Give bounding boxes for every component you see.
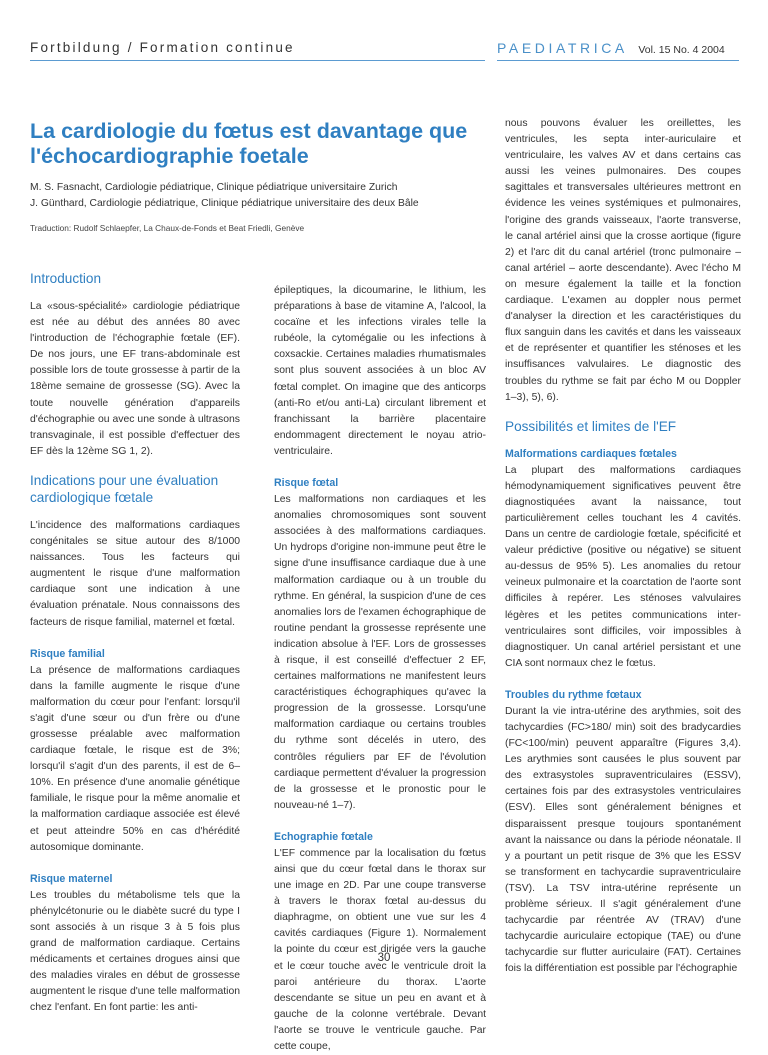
section-heading: Indications pour une évaluation cardiologique fœtale: [30, 472, 219, 505]
volume-info: Vol. 15 No. 4 2004: [638, 44, 725, 56]
paragraph: La plupart des malformations cardiaques hémodynamiquement significatives peuvent être diagnostiquées avant la naissance, tout particulièrement celles touchant les 4 cavités. Dans un centre de cardiologie fœtale, spécificité et valeur prédictive (positive ou négative) se situent au-dessus de 95% 5). Les anomalies du retour veineux pulmonaire et la coarctation de l'aorte sont difficiles à repérer. Les sténoses valvulaires légères et les petites communications inter-ventriculaires sont difficiles, voir impossibles à diagnostiquer. Un canal artériel persistant et une CIA sont normaux chez le fœtus.: [505, 464, 741, 669]
subsection-heading: Troubles du rythme fœtaux: [505, 688, 642, 701]
paragraph: épileptiques, la dicoumarine, le lithium, les préparations à base de vitamine A, l'alcool, la cocaïne et les infections virales telle la rubéole, la cytomégalie ou les infections à coxsackie. Certaines maladies rhumatismales sont plus souvent associées à un bloc AV fœtal complet. On imagine que des anticorps (anti-Ro et/ou anti-La) circulant librement et franchissant la barrière placentaire endommagent directement le noyau atrio-ventriculaire.: [274, 285, 486, 457]
paragraph: Durant la vie intra-utérine des arythmies, soit des tachycardies (FC>180/ min) soit des bradycardies (FC<100/min) peuvent apparaître (Figures 3,4). Les arythmies sont causées le plus souvent par des extrasystoles supraventriculaires (ESSV), certaines fois par des extrasystoles ventriculaires (ESV). Elles sont généralement bénignes et disparaissent presque toujours spontanément avant la naissance ou dans la période néonatale. Il y a pourtant un petit risque de 3% que les ESSV se transforment en tachycardie supraventriculaire (TSV). La TSV intra-utérine représente un problème sérieux. Il s'agit généralement d'une tachycardie par réentrée AV (TRAV) d'une tachycardie auriculaire ectopique (TAE) ou d'une tachycardie sur flutter auriculaire (FAT). Certaines fois la différentiation est possible par l'échographie: [505, 705, 741, 975]
paragraph: La «sous-spécialité» cardiologie pédiatrique est née au début des années 80 avec l'introduction de l'échographie fœtale (EF). De nos jours, une EF trans-abdominale est possible lors de toute grossesse à partir de la 18ème semaine de grossesse (SG). Avec la toute nouvelle génération d'appareils d'échographie ou avec une sonde à ultrasons transvaginale, il est possible d'effectuer des EF dès la 12ème SG 1, 2).: [30, 301, 240, 457]
translation-credit: Traduction: Rudolf Schlaepfer, La Chaux-de-Fonds et Beat Friedli, Genève: [30, 223, 305, 233]
section-heading: Introduction: [30, 271, 102, 286]
subsection-heading: Risque fœtal: [274, 477, 339, 490]
author-list: [30, 180, 490, 212]
journal-name: PAEDIATRICA: [497, 40, 628, 56]
column-1: [30, 270, 240, 1016]
paragraph: L'incidence des malformations cardiaques congénitales se situe autour des 8/1000 naissances. Tous les facteurs qui augmentent le risque d'une malformation cardiaque sont une indication à une évaluation prénatale. Nous connaissons des facteurs de risque familial, maternel et fœtal.: [30, 519, 240, 628]
subsection-heading: Echographie fœtale: [274, 830, 373, 843]
paragraph: L'EF commence par la localisation du fœtus ainsi que du cœur fœtal dans le thorax sur une image en 2D. Par une coupe transverse à travers le thorax fœtal au-dessus du diaphragme, on obtient une vue sur les 4 cavités cardiaques (Figure 1). Normalement la pointe du cœur est dirigée vers la gauche et le cœur touche avec le ventricule droit la paroi antérieure du thorax. L'aorte descendante se situe un peu en avant et à gauche de la colonne vertébrale. Devant l'aorte se trouve le ventricule gauche. Par cette coupe,: [274, 847, 486, 1053]
author-1: M. S. Fasnacht, Cardiologie pédiatrique, Clinique pédiatrique universitaire Zurich: [30, 182, 398, 193]
column-3: [505, 116, 741, 978]
column-2: [274, 283, 486, 1055]
subsection-heading: Risque maternel: [30, 872, 113, 885]
paragraph: Les malformations non cardiaques et les anomalies chromosomiques sont souvent associées à des malformations cardiaques. Un hydrops d'origine non-immune peut être le signe d'une insuffisance cardiaque due à une malformation cardiaque ou à un trouble du rythme. En général, la suspicion d'une de ces anomalies lors de l'examen échographique de routine pendant la grossesse représente une indication absolue à l'EF. Lors de grossesses à risque, il est conseillé d'effectuer 2 EF, certaines malformations ne manifestent leurs caractéristiques échographiques qu'avec la progression de la grossesse. Lorsqu'une malformation cardiaque ou certains troubles du rythme sont décelés in utero, des contrôles réguliers par EF de l'évolution cardiaque permettent d'évaluer la progression de la grossesse et le pronostic pour le nouveau-né 1–7).: [274, 494, 486, 811]
running-header-section: Fortbildung / Formation continue: [30, 40, 295, 55]
author-2: J. Günthard, Cardiologie pédiatrique, Clinique pédiatrique universitaire des deux Bâle: [30, 198, 419, 209]
paragraph: nous pouvons évaluer les oreillettes, les ventricules, les septa inter-auriculaire et ventriculaire, les valves AV et dans certains cas aussi les veines pulmonaires. Des coupes sagittales et transversales ultérieures mettront en évidence les veines systémiques et pulmonaires, l'origine des grands vaisseaux, l'aorte transverse, le canal artériel ainsi que la crosse aortique (figure 2) et l'arc dit du canal artériel (tronc pulmonaire – canal artériel – aorte descendante). Avec l'écho M on mesure également la taille et la fonction cardiaque. L'examen au doppler nous permet d'analyser la direction et les caractéristiques du flux sanguin dans les cavités et dans les vaisseaux et de représenter et quantifier les sténoses et les insuffisances valvulaires. Le diagnostic des troubles du rythme se fait par écho M ou Doppler 1–3), 5), 6).: [505, 118, 741, 403]
subsection-heading: Malformations cardiaques fœtales: [505, 447, 677, 460]
paragraph: Les troubles du métabolisme tels que la phénylcétonurie ou le diabète sucré du type I sont associés à un risque 3 à 5 fois plus grand de malformation cardiaque. Certains médicaments et certaines drogues ainsi que des maladies virales en début de grossesse augmentent le risque d'une telle malformation chez l'enfant. En font partie: les anti-: [30, 889, 240, 1014]
page-number: 30: [377, 952, 391, 964]
subsection-heading: Risque familial: [30, 647, 105, 660]
header-rule: [497, 60, 739, 61]
paragraph: La présence de malformations cardiaques dans la famille augmente le risque d'une malformation du cœur pour l'enfant: lorsqu'il s'agit d'une sœur ou d'un frère ou d'une grossesse préalable avec malformation cardiaque fœtale, le risque est de 3%; lorsqu'il s'agit d'un des parents, il est de 6–10%. En présence d'une anomalie génétique familiale, le risque pour la même anomalie et la malformation cardiaque associée est élevé et peut atteindre 50% en cas d'hérédité autosomique dominante.: [30, 664, 240, 853]
article-title: La cardiologie du fœtus est davantage que l'échocardiographie foetale: [30, 119, 468, 168]
header-rule: [30, 60, 485, 61]
journal-header: [497, 40, 725, 58]
section-heading: Possibilités et limites de l'EF: [505, 418, 677, 434]
